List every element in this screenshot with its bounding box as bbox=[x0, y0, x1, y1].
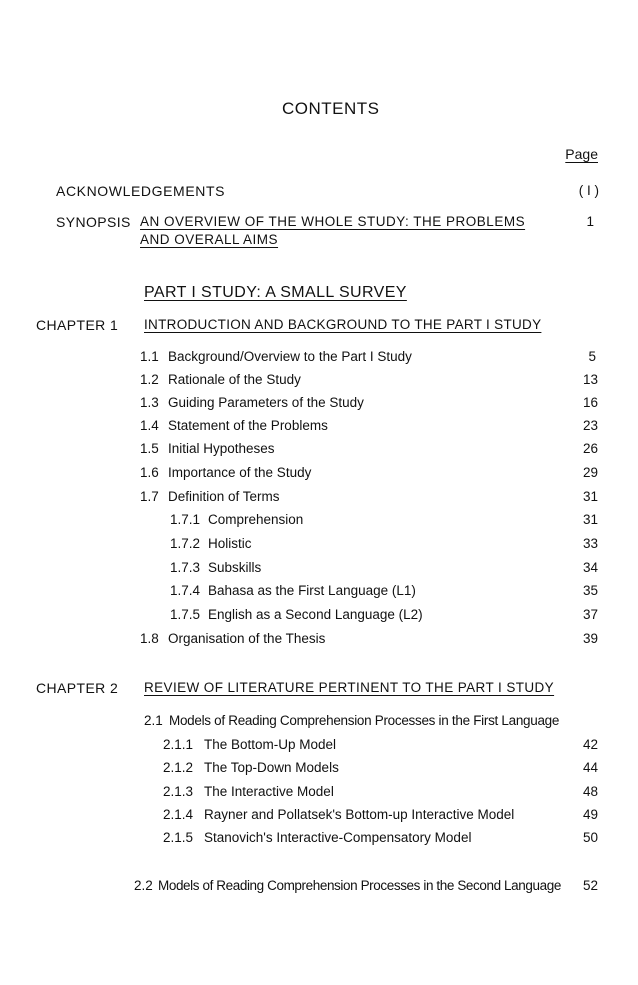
chapter1-label: CHAPTER 1 bbox=[36, 317, 119, 333]
toc-entry-text: Importance of the Study bbox=[168, 465, 312, 480]
toc-entry-page: 52 bbox=[582, 878, 598, 893]
toc-entry-text: Models of Reading Comprehension Processes in the Second Language bbox=[158, 878, 561, 893]
toc-entry-text: Rationale of the Study bbox=[168, 372, 301, 387]
toc-entry-page: 49 bbox=[582, 807, 598, 822]
toc-entry-text: Subskills bbox=[208, 560, 262, 575]
toc-entry-number: 1.2 bbox=[140, 372, 159, 387]
acknowledgements-label: ACKNOWLEDGEMENTS bbox=[56, 183, 226, 199]
toc-entry-number: 2.2 bbox=[134, 878, 153, 893]
toc-entry-text: English as a Second Language (L2) bbox=[208, 607, 423, 622]
page-title: CONTENTS bbox=[282, 99, 380, 118]
toc-entry-page: 33 bbox=[582, 536, 598, 551]
toc-entry-number: 1.7.3 bbox=[170, 560, 201, 575]
toc-entry-number: 1.7 bbox=[140, 489, 159, 504]
part-heading: PART I STUDY: A SMALL SURVEY bbox=[144, 284, 407, 301]
toc-entry-text: The Top-Down Models bbox=[204, 760, 339, 775]
toc-entry-number: 2.1.2 bbox=[163, 760, 194, 775]
toc-entry-number: 1.7.4 bbox=[170, 583, 201, 598]
synopsis-label: SYNOPSIS bbox=[56, 214, 131, 230]
toc-entry-number: 1.7.2 bbox=[170, 536, 201, 551]
toc-entry-page: 23 bbox=[582, 418, 598, 433]
toc-entry-number: 1.3 bbox=[140, 395, 159, 410]
toc-entry-text: Models of Reading Comprehension Processes in the First Language bbox=[169, 713, 560, 728]
toc-entry-page: 31 bbox=[582, 512, 598, 527]
toc-entry-text: The Bottom-Up Model bbox=[204, 737, 337, 752]
toc-entry-page: 39 bbox=[582, 631, 598, 646]
toc-entry-number: 1.8 bbox=[140, 631, 159, 646]
chapter2-title: REVIEW OF LITERATURE PERTINENT TO THE PART I STUDY bbox=[144, 680, 555, 695]
toc-entry-page: 34 bbox=[582, 560, 598, 575]
toc-entry-page: 48 bbox=[582, 784, 598, 799]
toc-entry-number: 2.1.4 bbox=[163, 807, 194, 822]
toc-entry-number: 2.1.1 bbox=[163, 737, 194, 752]
toc-entry-page: 50 bbox=[582, 830, 598, 845]
synopsis-title-line2: AND OVERALL AIMS bbox=[140, 232, 279, 247]
toc-entry-page: 35 bbox=[582, 583, 598, 598]
toc-entry-text: Rayner and Pollatsek's Bottom-up Interactive Model bbox=[204, 807, 515, 822]
toc-entry-number: 1.4 bbox=[140, 418, 159, 433]
toc-entry-number: 1.1 bbox=[140, 349, 159, 364]
toc-entry-text: Organisation of the Thesis bbox=[168, 631, 326, 646]
toc-entry-text: Stanovich's Interactive-Compensatory Model bbox=[204, 830, 472, 845]
toc-entry-number: 2.1.5 bbox=[163, 830, 194, 845]
synopsis-title-line1: AN OVERVIEW OF THE WHOLE STUDY: THE PROBLEMS bbox=[140, 214, 526, 229]
toc-entry-text: Comprehension bbox=[208, 512, 304, 527]
toc-entry-text: Guiding Parameters of the Study bbox=[168, 395, 364, 410]
toc-entry-number: 2.1.3 bbox=[163, 784, 194, 799]
page-column-header: Page bbox=[565, 146, 598, 162]
toc-entry-page: 26 bbox=[582, 441, 598, 456]
toc-entry-number: 2.1 bbox=[144, 713, 163, 728]
toc-entry-text: Definition of Terms bbox=[168, 489, 280, 504]
toc-entry-text: Initial Hypotheses bbox=[168, 441, 275, 456]
toc-entry-number: 1.5 bbox=[140, 441, 159, 456]
chapter1-title: INTRODUCTION AND BACKGROUND TO THE PART I STUDY bbox=[144, 317, 542, 332]
acknowledgements-page: ( I ) bbox=[578, 183, 599, 198]
chapter2-label: CHAPTER 2 bbox=[36, 680, 119, 696]
toc-entry-page: 13 bbox=[582, 372, 598, 387]
toc-entry-text: Statement of the Problems bbox=[168, 418, 328, 433]
toc-entry-text: Bahasa as the First Language (L1) bbox=[208, 583, 416, 598]
toc-entry-text: Holistic bbox=[208, 536, 252, 551]
toc-entry-number: 1.7.5 bbox=[170, 607, 201, 622]
toc-entry-page: 31 bbox=[582, 489, 598, 504]
toc-entry-page: 5 bbox=[588, 349, 596, 364]
toc-entry-page: 16 bbox=[582, 395, 598, 410]
toc-entry-text: The Interactive Model bbox=[204, 784, 334, 799]
toc-entry-text: Background/Overview to the Part I Study bbox=[168, 349, 412, 364]
toc-entry-page: 29 bbox=[582, 465, 598, 480]
synopsis-page: 1 bbox=[586, 214, 594, 229]
toc-entry-page: 42 bbox=[582, 737, 598, 752]
toc-entry-page: 44 bbox=[582, 760, 598, 775]
toc-entry-page: 37 bbox=[582, 607, 598, 622]
toc-entry-number: 1.6 bbox=[140, 465, 159, 480]
toc-entry-number: 1.7.1 bbox=[170, 512, 201, 527]
